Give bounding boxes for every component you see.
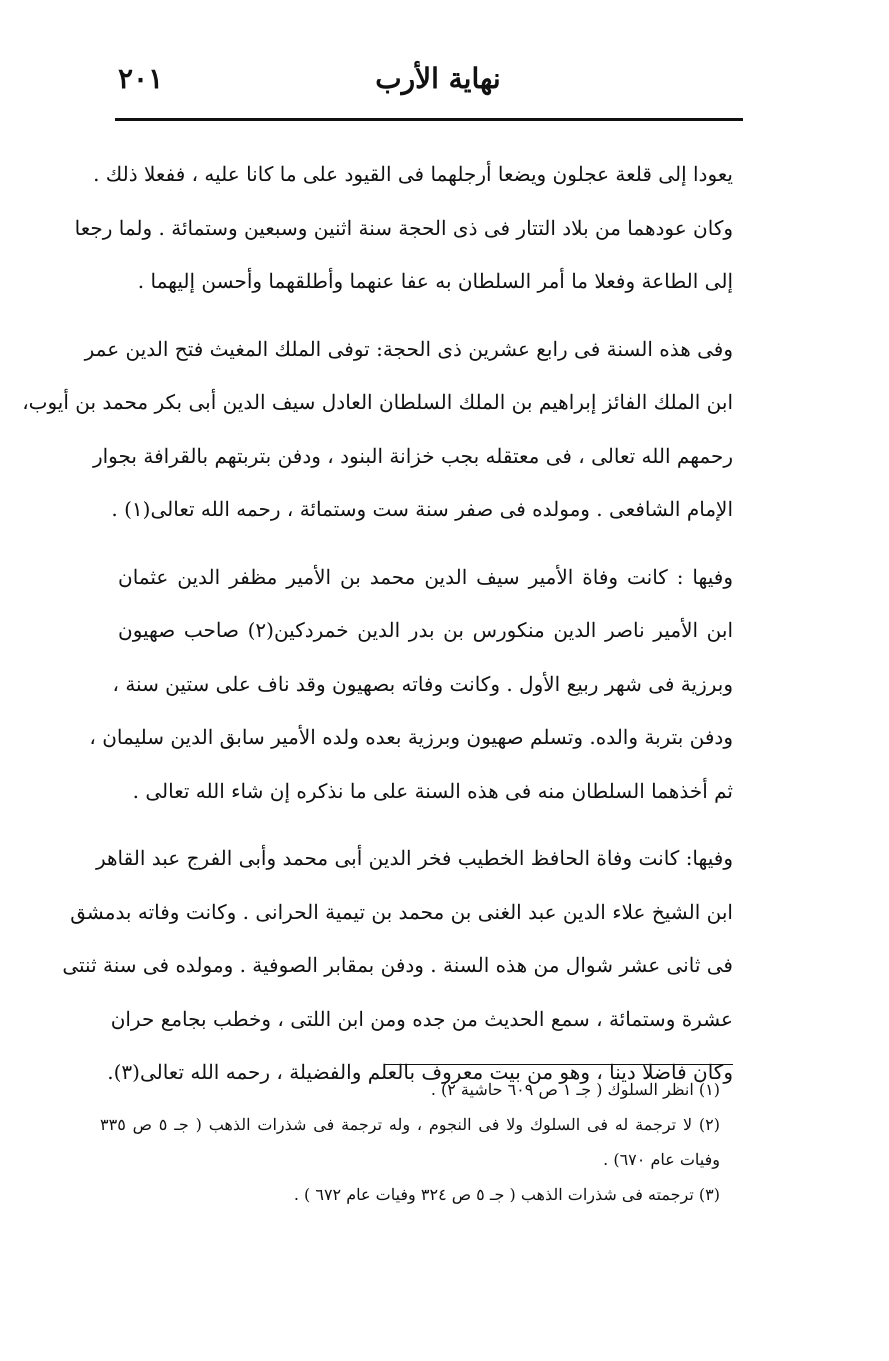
- paragraph: [62, 832, 733, 1100]
- footnote-rule: [385, 1064, 733, 1065]
- text-line: وفيها : كانت وفاة الأمير سيف الدين محمد بن الأمير مظفر الدين عثمان: [118, 564, 733, 589]
- text-line: وكان فاضلا دينا ، وهو من بيت معروف بالعلم والفضيلة ، رحمه الله تعالى(٣).: [107, 1060, 733, 1084]
- footnote-line: (٢) لا ترجمة له فى السلوك ولا فى النجوم ، وله ترجمة فى شذرات الذهب ( جـ ٥ ص ٣٣٥: [100, 1115, 721, 1134]
- footnotes: [100, 1072, 720, 1212]
- text-line: رحمهم الله تعالى ، فى معتقله بجب خزانة البنود ، ودفن بتربتهم بالقرافة بجوار: [92, 443, 733, 468]
- text-line: إلى الطاعة وفعلا ما أمر السلطان به عفا عنهما وأطلقهما وأحسن إليهما .: [137, 269, 733, 293]
- footnote-line: (١) انظر السلوك ( جـ ١ ص ٦٠٩ حاشية ٢) .: [430, 1080, 720, 1099]
- text-line: وكان عودهما من بلاد التتار فى ذى الحجة سنة اثنين وسبعين وستمائة . ولما رجعا: [74, 215, 733, 240]
- text-line: ابن الشيخ علاء الدين عبد الغنى بن محمد بن تيمية الحرانى . وكانت وفاته بدمشق: [70, 899, 733, 924]
- body-text: [22, 148, 734, 1100]
- text-line: عشرة وستمائة ، سمع الحديث من جده ومن ابن اللتى ، وخطب بجامع حران: [110, 1006, 733, 1031]
- text-line: ثم أخذهما السلطان منه فى هذه السنة على ما نذكره إن شاء الله تعالى .: [132, 778, 733, 803]
- text-line: الإمام الشافعى . ومولده فى صفر سنة ست وستمائة ، رحمه الله تعالى(١) .: [111, 497, 733, 521]
- paragraph: [74, 148, 733, 309]
- text-line: ودفن بتربة والده. وتسلم صهيون وبرزية بعده ولده الأمير سابق الدين سليمان ،: [89, 725, 733, 749]
- paragraph: [22, 323, 733, 537]
- footnote-line: وفيات عام ٦٧٠) .: [603, 1150, 720, 1169]
- header-rule: [115, 118, 743, 121]
- page-header: [118, 62, 743, 102]
- paragraph: [89, 551, 734, 819]
- running-title: نهاية الأرب: [375, 62, 501, 95]
- text-line: وفيها: كانت وفاة الحافظ الخطيب فخر الدين أبى محمد وأبى الفرج عبد القاهر: [95, 846, 733, 870]
- page-number: ٢٠١: [118, 62, 164, 95]
- text-line: فى ثانى عشر شوال من هذه السنة . ودفن بمقابر الصوفية . ومولده فى سنة ثنتى: [62, 953, 733, 977]
- text-line: ابن الملك الفائز إبراهيم بن الملك السلطان العادل سيف الدين أبى بكر محمد بن أيوب،: [22, 390, 733, 414]
- text-line: وفى هذه السنة فى رابع عشرين ذى الحجة: توفى الملك المغيث فتح الدين عمر: [84, 336, 733, 361]
- text-line: وبرزية فى شهر ربيع الأول . وكانت وفاته بصهيون وقد ناف على ستين سنة ،: [112, 671, 733, 696]
- text-line: يعودا إلى قلعة عجلون ويضعا أرجلهما فى القيود على ما كانا عليه ، ففعلا ذلك .: [93, 162, 733, 186]
- footnote-line: (٣) ترجمته فى شذرات الذهب ( جـ ٥ ص ٣٢٤ وفيات عام ٦٧٢ ) .: [293, 1185, 720, 1204]
- text-line: ابن الأمير ناصر الدين منكورس بن بدر الدين خمردكين(٢) صاحب صهيون: [118, 618, 734, 642]
